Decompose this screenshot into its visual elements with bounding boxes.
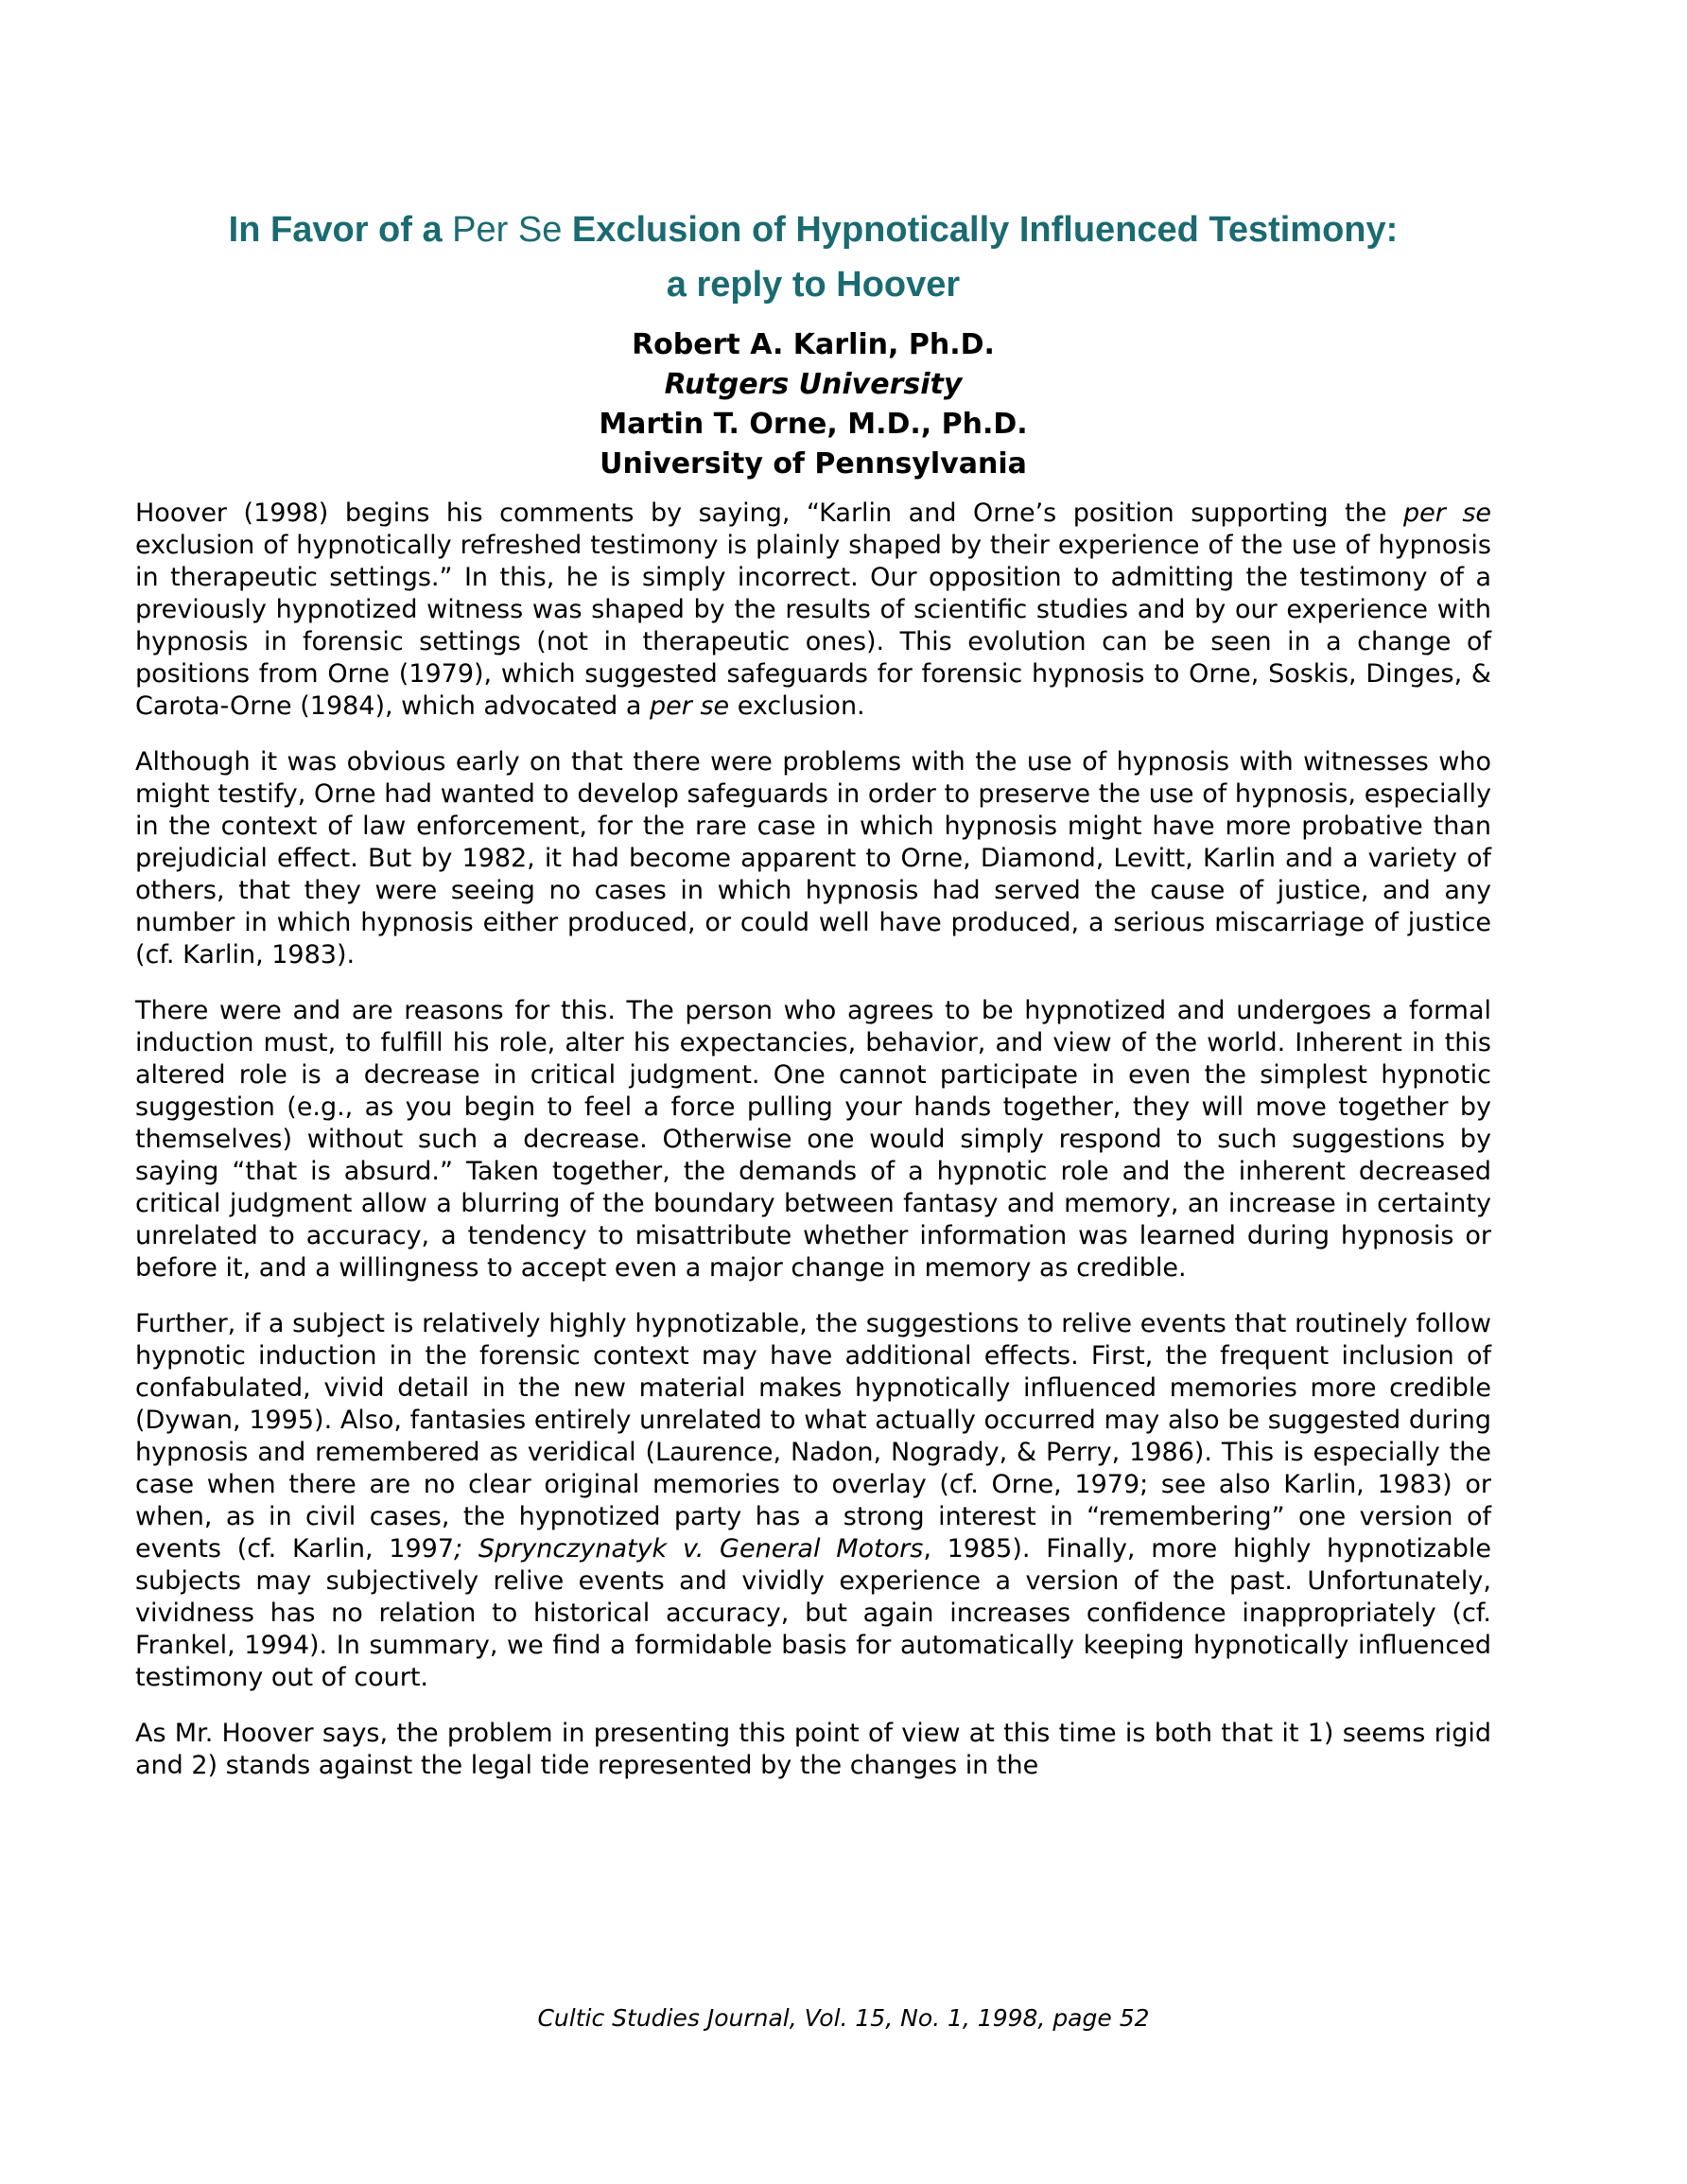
author-name-1 xyxy=(135,325,1491,365)
text-run: Per Se xyxy=(452,210,563,250)
text-run: exclusion. xyxy=(729,691,865,721)
text-run: per se xyxy=(1402,498,1491,528)
article-body xyxy=(135,498,1491,1782)
page-title xyxy=(135,202,1491,312)
title-line-1 xyxy=(135,202,1491,257)
text-run: Robert A. Karlin, Ph.D. xyxy=(632,328,995,361)
author-affiliation-2 xyxy=(135,445,1491,484)
text-run: Hoover (1998) begins his comments by saying, “Karlin and Orne’s position supporting the xyxy=(135,498,1403,528)
text-run: Although it was obvious early on that there were problems with the use of hypnosis with witnesses who might testify, Orne had wanted to develop safeguards in order to preserve the use of hypnosis, especially in the context of law enforcement, for the rare case in which hypnosis might have more probative than prejudicial effect. But by 1982, it had become apparent to Orne, Diamond, Levitt, Karlin and a variety of others, that they were seeing no cases in which hypnosis had served the cause of justice, and any number in which hypnosis either produced, or could well have produced, a serious miscarriage of justice (cf. Karlin, 1983). xyxy=(135,747,1491,970)
paragraph xyxy=(135,1718,1491,1782)
text-run: , 1985). Finally, more highly hypnotizable subjects may subjectively relive events and vividly experience a version of the past. Unfortunately, vividness has no relation to historical accuracy, but again increases confidence inappropriately (cf. Frankel, 1994). In summary, we find a formidable basis for automatically keeping hypnotically influenced testimony out of court. xyxy=(135,1534,1491,1692)
text-run: Exclusion of Hypnotically Influenced Testimony: xyxy=(562,210,1399,250)
text-run: In Favor of a xyxy=(228,210,453,250)
paragraph xyxy=(135,498,1491,723)
journal-footer: Cultic Studies Journal, Vol. 15, No. 1, 1998, page 52 xyxy=(537,2004,1150,2032)
text-run: per se xyxy=(650,691,730,721)
paragraph xyxy=(135,995,1491,1284)
text-run: There were and are reasons for this. The person who agrees to be hypnotized and undergoes a formal induction must, to fulfill his role, alter his expectancies, behavior, and view of the world. Inherent in this altered role is a decrease in critical judgment. One cannot participate in even the simplest hypnotic suggestion (e.g., as you begin to feel a force pulling your hands together, they will move together by themselves) without such a decrease. Otherwise one would simply respond to such suggestions by saying “that is absurd.” Taken together, the demands of a hypnotic role and the inherent decreased critical judgment allow a blurring of the boundary between fantasy and memory, an increase in certainty unrelated to accuracy, a tendency to misattribute whether information was learned during hypnosis or before it, and a willingness to accept even a major change in memory as credible. xyxy=(135,996,1491,1283)
text-run: Martin T. Orne, M.D., Ph.D. xyxy=(599,408,1028,441)
author-affiliation-1 xyxy=(135,365,1491,405)
author-block xyxy=(135,325,1491,484)
text-run: ; Sprynczynatyk v. General Motors xyxy=(454,1534,924,1564)
text-run: Rutgers University xyxy=(664,368,963,401)
text-run: As Mr. Hoover says, the problem in presenting this point of view at this time is both that it 1) seems rigid and 2) stands against the legal tide represented by the changes in the xyxy=(135,1719,1491,1780)
paragraph xyxy=(135,746,1491,971)
text-run: University of Pennsylvania xyxy=(600,447,1027,480)
author-name-2 xyxy=(135,405,1491,445)
paragraph xyxy=(135,1308,1491,1694)
text-run: exclusion of hypnotically refreshed testimony is plainly shaped by their experience of the use of hypnosis in therapeutic settings.” In this, he is simply incorrect. Our opposition to admitting the testimony of a previously hypnotized witness was shaped by the results of scientific studies and by our experience with hypnosis in forensic settings (not in therapeutic ones). This evolution can be seen in a change of positions from Orne (1979), which suggested safeguards for forensic hypnosis to Orne, Soskis, Dinges, & Carota-Orne (1984), which advocated a xyxy=(135,531,1491,721)
title-line-2: a reply to Hoover xyxy=(666,265,961,305)
text-run: Further, if a subject is relatively highly hypnotizable, the suggestions to relive events that routinely follow hypnotic induction in the forensic context may have additional effects. First, the frequent inclusion of confabulated, vivid detail in the new material makes hypnotically influenced memories more credible (Dywan, 1995). Also, fantasies entirely unrelated to what actually occurred may also be suggested during hypnosis and remembered as veridical (Laurence, Nadon, Nogrady, & Perry, 1986). This is especially the case when there are no clear original memories to overlay (cf. Orne, 1979; see also Karlin, 1983) or when, as in civil cases, the hypnotized party has a strong interest in “remembering” one version of events (cf. Karlin, 1997 xyxy=(135,1309,1491,1564)
